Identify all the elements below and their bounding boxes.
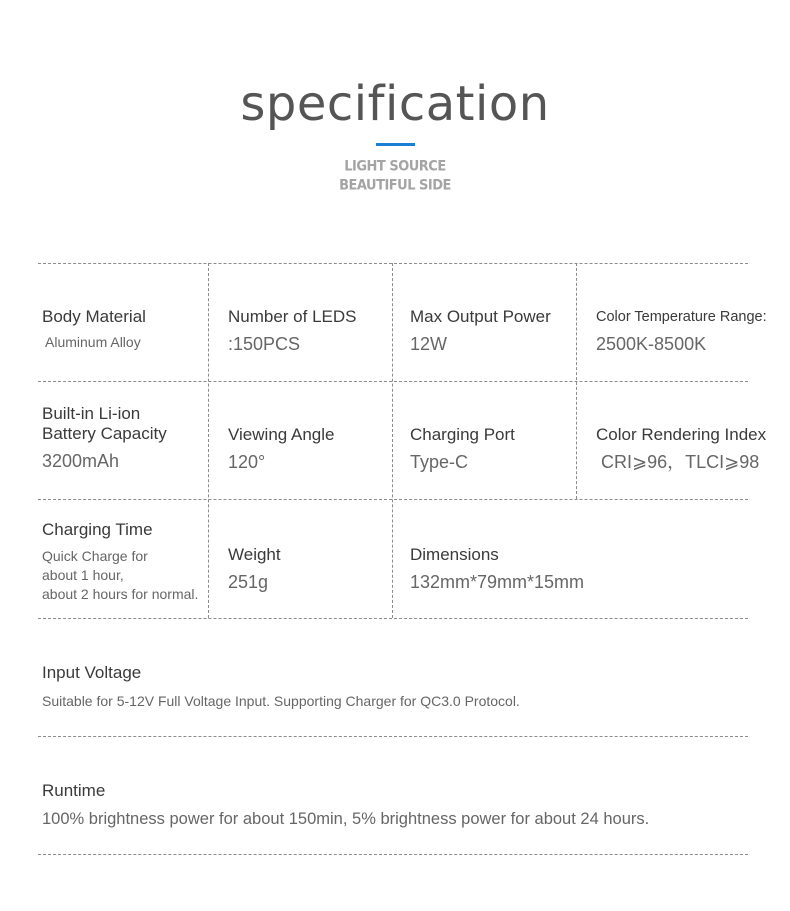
column-divider — [208, 263, 209, 618]
spec-charging-time — [42, 520, 198, 604]
spec-label: Color Temperature Range: — [596, 309, 767, 325]
spec-runtime — [42, 781, 649, 830]
spec-value: CRI⩾96，TLCI⩾98 — [596, 452, 760, 472]
spec-input-voltage — [42, 663, 520, 711]
spec-label: Weight — [228, 545, 281, 564]
spec-value: 120° — [228, 452, 266, 472]
spec-value: 132mm*79mm*15mm — [410, 572, 585, 592]
divider — [38, 736, 748, 737]
spec-label: Viewing Angle — [228, 425, 335, 444]
spec-charging-port — [410, 425, 515, 473]
spec-label: Runtime — [42, 781, 106, 800]
spec-label: Max Output Power — [410, 307, 551, 326]
spec-value: 3200mAh — [42, 451, 120, 471]
spec-value: Type-C — [410, 452, 469, 472]
spec-label: Input Voltage — [42, 663, 142, 682]
divider — [38, 381, 748, 382]
spec-value: 100% brightness power for about 150min, 5% brightness power for about 24 hours. — [42, 810, 650, 828]
spec-body-material — [42, 307, 146, 352]
spec-label: Charging Time — [42, 520, 153, 539]
spec-viewing-angle — [228, 425, 335, 473]
spec-dimensions — [410, 545, 584, 593]
spec-value: 2500K-8500K — [596, 334, 707, 354]
spec-max-output-power — [410, 307, 551, 355]
spec-value: 251g — [228, 572, 269, 592]
spec-value: Suitable for 5-12V Full Voltage Input. Supporting Charger for QC3.0 Protocol. — [42, 693, 520, 709]
spec-value: Aluminum Alloy — [45, 334, 141, 350]
spec-label: Body Material — [42, 307, 146, 326]
spec-label-line-1: Built-in Li-ion — [42, 404, 141, 423]
subtitle-line-2: BEAUTIFUL SIDE — [339, 177, 451, 194]
spec-value-line-3: about 2 hours for normal. — [42, 586, 199, 602]
spec-battery-capacity — [42, 404, 167, 472]
title-accent-bar — [376, 143, 415, 146]
spec-color-temperature-range — [596, 307, 767, 355]
spec-color-rendering-index — [596, 425, 766, 473]
spec-number-of-leds — [228, 307, 357, 355]
spec-label-line-2: Battery Capacity — [42, 424, 167, 443]
spec-label: Color Rendering Index — [596, 425, 767, 444]
spec-weight — [228, 545, 281, 593]
subtitle-line-1: LIGHT SOURCE — [344, 158, 446, 175]
divider — [38, 263, 748, 264]
divider — [38, 618, 748, 619]
spec-value-line-2: about 1 hour, — [42, 567, 124, 583]
divider — [38, 499, 748, 500]
spec-value: :150PCS — [228, 334, 301, 354]
spec-label: Dimensions — [410, 545, 499, 564]
spec-label: Number of LEDS — [228, 307, 357, 326]
page-title: specification — [240, 76, 550, 132]
spec-label: Charging Port — [410, 425, 515, 444]
column-divider — [392, 263, 393, 618]
column-divider — [576, 263, 577, 499]
spec-value: 12W — [410, 334, 448, 354]
divider — [38, 854, 748, 855]
spec-value-line-1: Quick Charge for — [42, 548, 148, 564]
